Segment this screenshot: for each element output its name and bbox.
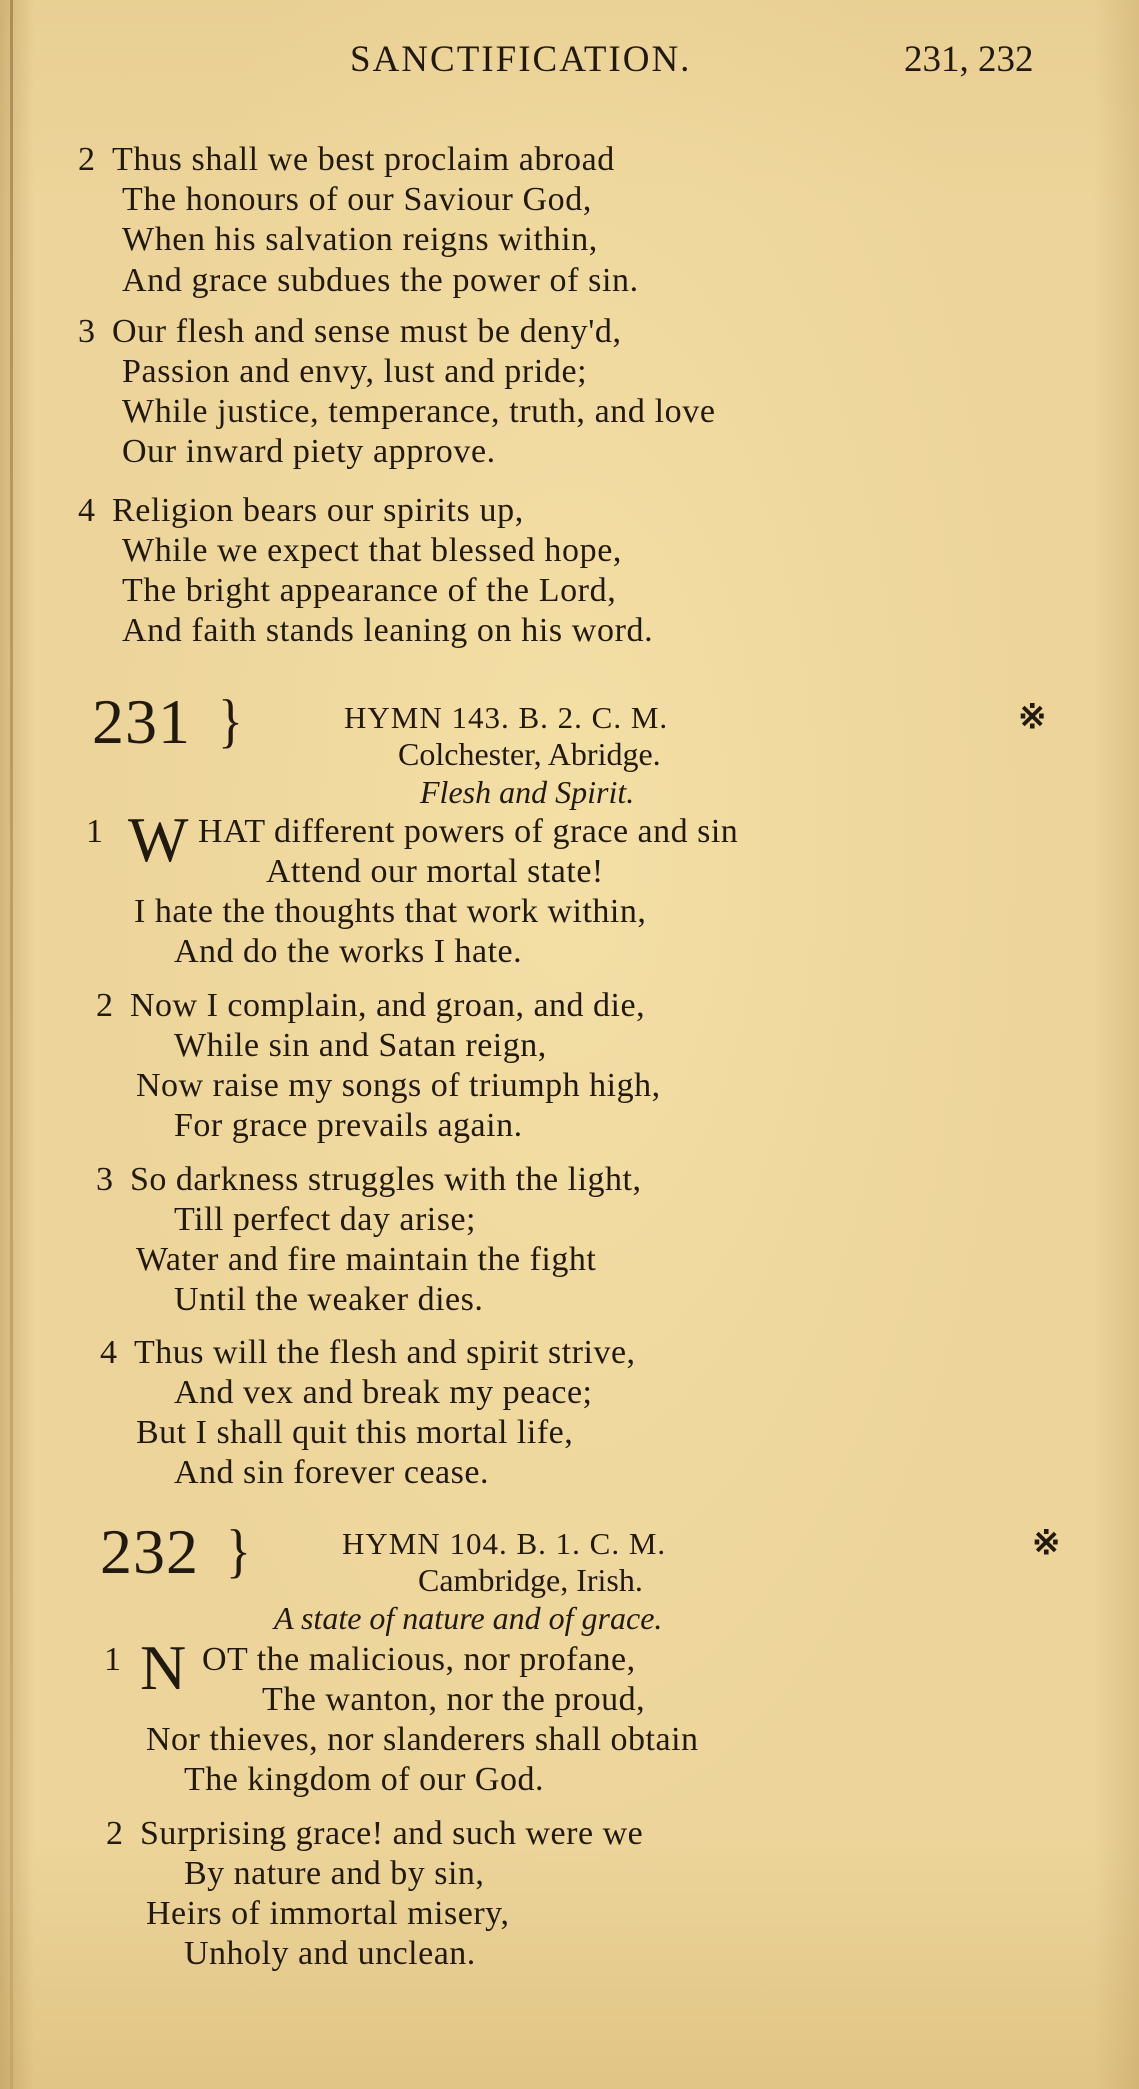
hymn-meter-info: HYMN 104. B. 1. C. M. xyxy=(342,1526,667,1561)
hymn-tune-names: Colchester, Abridge. xyxy=(398,736,661,772)
verse-line: Heirs of immortal misery, xyxy=(146,1895,510,1932)
verse-line: Now raise my songs of triumph high, xyxy=(136,1067,661,1104)
verse-number: 2 xyxy=(106,1815,124,1852)
hymn-meter-info: HYMN 143. B. 2. C. M. xyxy=(344,700,669,735)
verse-number: 2 xyxy=(96,987,114,1024)
verse-line: HAT different powers of grace and sin xyxy=(198,813,739,850)
asterism-mark: ※ xyxy=(1018,699,1047,736)
verse-number: 3 xyxy=(78,313,96,350)
verse-line: 3 Our flesh and sense must be deny'd, xyxy=(78,313,622,350)
verse-line: The kingdom of our God. xyxy=(184,1761,544,1798)
verse-line: Attend our mortal state! xyxy=(266,853,604,890)
verse-line: 2 Surprising grace! and such were we xyxy=(106,1815,644,1852)
verse-line: 2 Thus shall we best proclaim abroad xyxy=(78,141,615,178)
verse-line: Passion and envy, lust and pride; xyxy=(122,353,588,390)
verse-line: While we expect that blessed hope, xyxy=(122,532,623,569)
verse-line: 3 So darkness struggles with the light, xyxy=(96,1161,642,1198)
verse-line: When his salvation reigns within, xyxy=(122,221,598,258)
verse-line: And grace subdues the power of sin. xyxy=(122,262,639,299)
verse-line: Water and fire maintain the fight xyxy=(136,1241,597,1278)
drop-cap-letter: N xyxy=(140,1632,187,1703)
verse-line: Until the weaker dies. xyxy=(174,1281,484,1318)
running-header-title: SANCTIFICATION. xyxy=(350,39,692,80)
hymn-subject: A state of nature and of grace. xyxy=(274,1600,663,1636)
verse-line: The wanton, nor the proud, xyxy=(262,1681,646,1718)
hymn-number-232: 232 xyxy=(100,1516,199,1587)
verse-number: 2 xyxy=(78,141,96,178)
verse-line: While sin and Satan reign, xyxy=(174,1027,547,1064)
asterism-mark: ※ xyxy=(1032,1525,1061,1562)
verse-number: 4 xyxy=(100,1334,118,1371)
verse-line: While justice, temperance, truth, and love xyxy=(122,393,716,430)
verse-line: Till perfect day arise; xyxy=(174,1201,476,1238)
verse-line: And vex and break my peace; xyxy=(174,1374,593,1411)
hymn-number-231: 231 xyxy=(92,686,191,757)
verse-number: 3 xyxy=(96,1161,114,1198)
verse-line: By nature and by sin, xyxy=(184,1855,485,1892)
verse-line: For grace prevails again. xyxy=(174,1107,523,1144)
verse-line: I hate the thoughts that work within, xyxy=(134,893,647,930)
verse-line: The bright appearance of the Lord, xyxy=(122,572,617,609)
verse-number: 1 xyxy=(86,813,104,850)
verse-line: Our inward piety approve. xyxy=(122,433,496,470)
verse-line: But I shall quit this mortal life, xyxy=(136,1414,574,1451)
hymn-brace: } xyxy=(226,1518,251,1585)
verse-line: 2 Now I complain, and groan, and die, xyxy=(96,987,646,1024)
drop-cap-letter: W xyxy=(128,804,189,875)
hymn-subject: Flesh and Spirit. xyxy=(420,774,635,810)
hymn-tune-names: Cambridge, Irish. xyxy=(418,1562,643,1598)
verse-line: And do the works I hate. xyxy=(174,933,523,970)
running-header-page-numbers: 231, 232 xyxy=(904,39,1034,80)
hymn-brace: } xyxy=(218,688,243,755)
verse-line: 4 Religion bears our spirits up, xyxy=(78,492,524,529)
verse-line: OT the malicious, nor profane, xyxy=(202,1641,636,1678)
verse-number: 4 xyxy=(78,492,96,529)
verse-line: Nor thieves, nor slanderers shall obtain xyxy=(146,1721,699,1758)
verse-line: The honours of our Saviour God, xyxy=(122,181,592,218)
verse-line: And faith stands leaning on his word. xyxy=(122,612,654,649)
verse-line: 4 Thus will the flesh and spirit strive, xyxy=(100,1334,636,1371)
verse-line: Unholy and unclean. xyxy=(184,1935,476,1972)
verse-line: And sin forever cease. xyxy=(174,1454,489,1491)
page-binding-edge xyxy=(10,0,13,2089)
verse-number: 1 xyxy=(104,1641,122,1678)
